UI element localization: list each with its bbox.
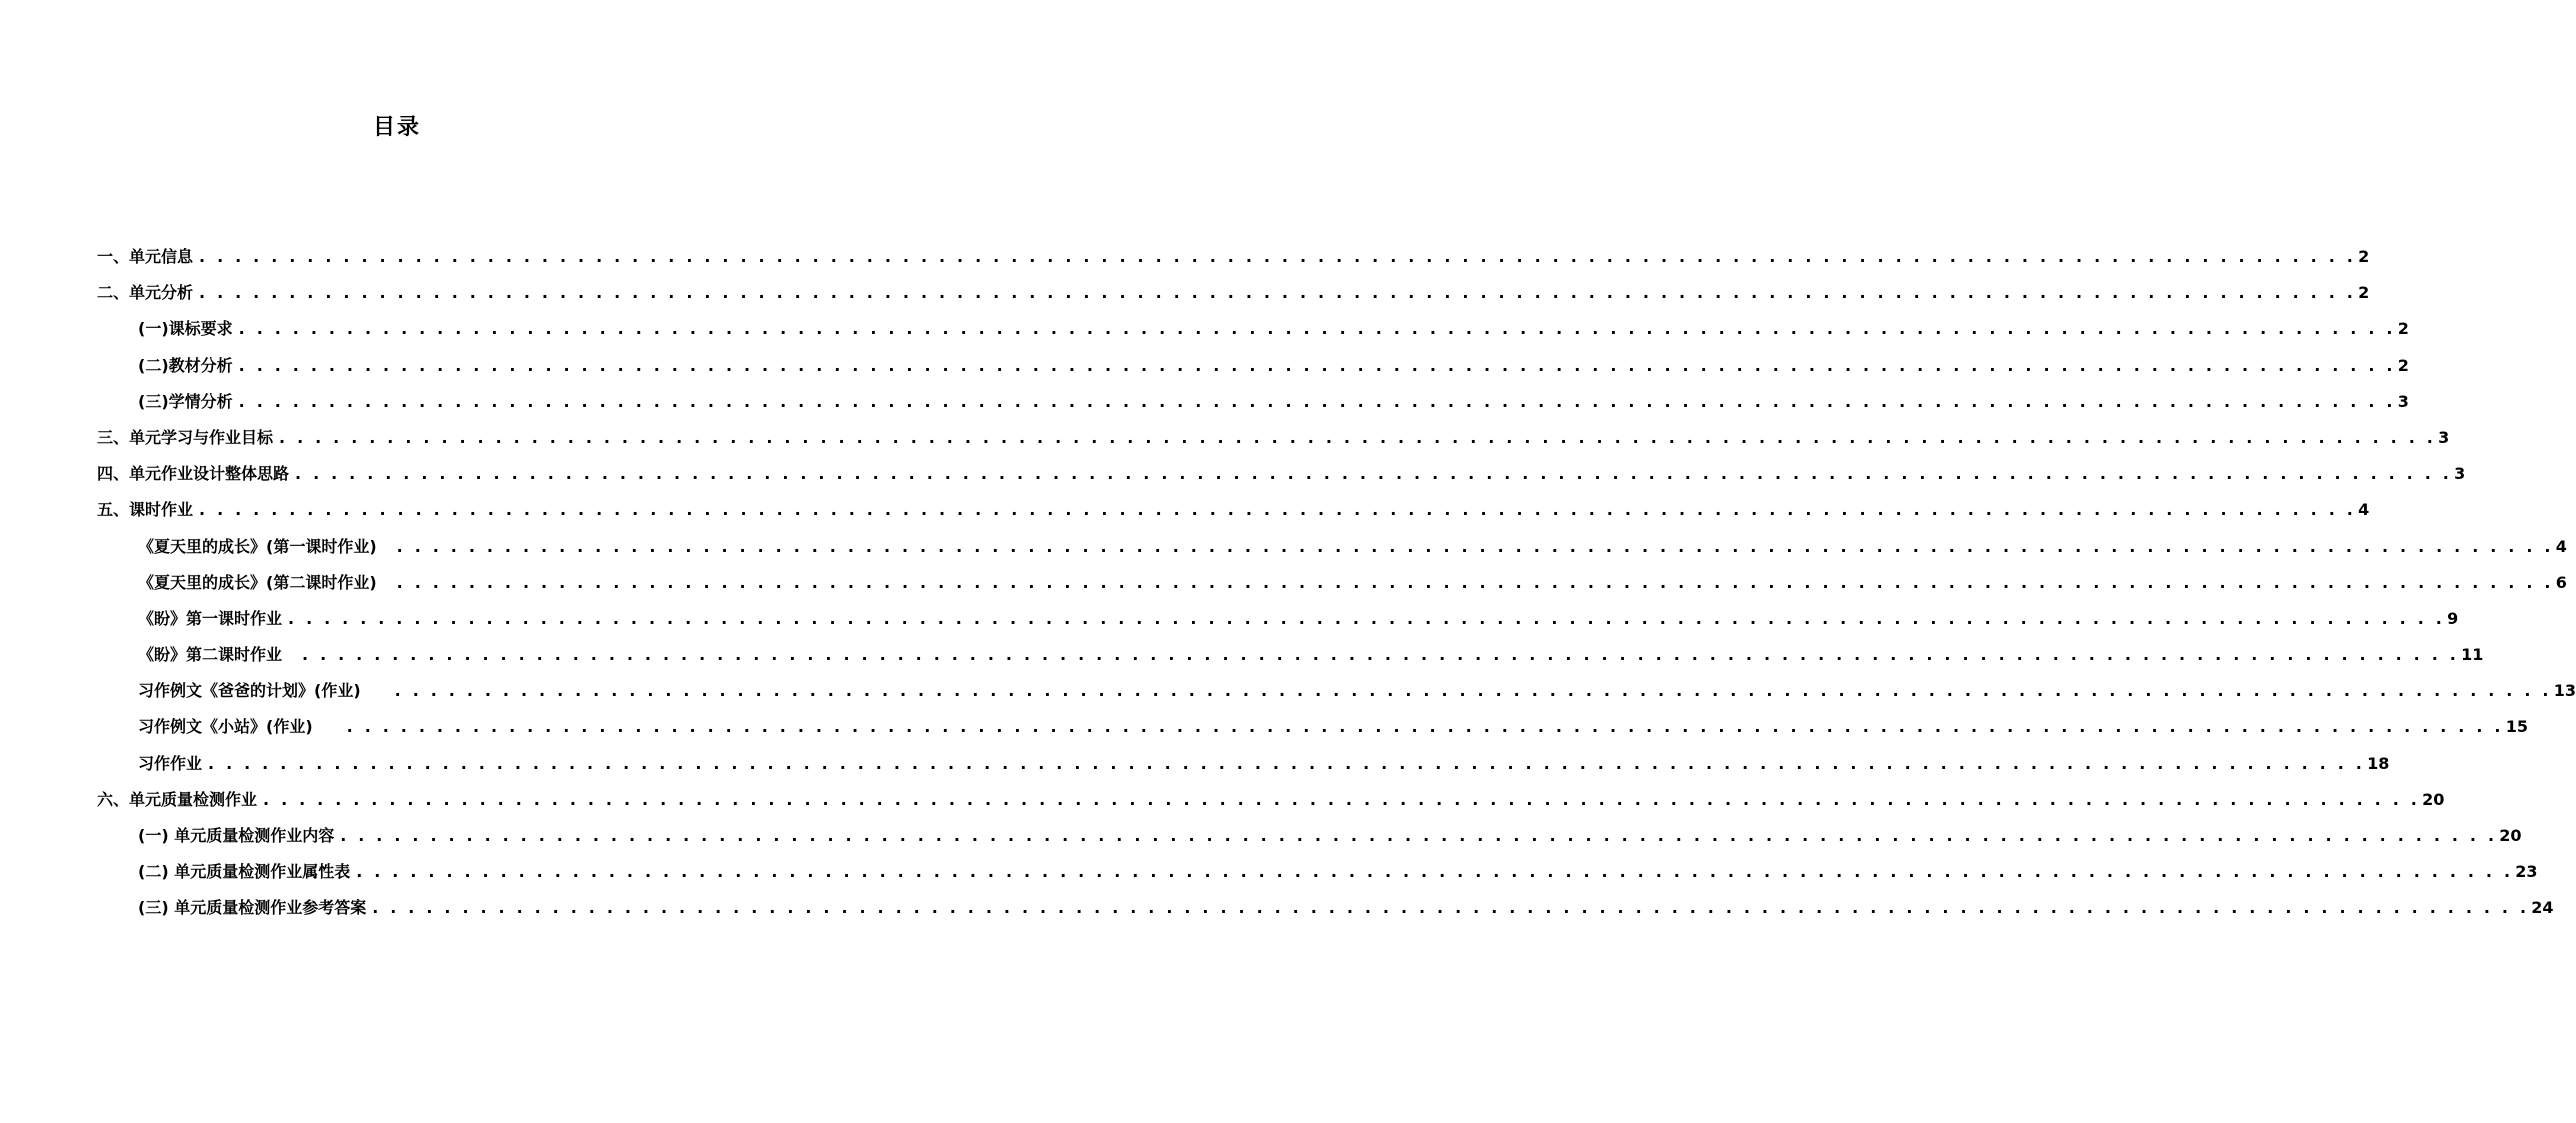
toc-entry-page-number: 4	[2555, 536, 2567, 556]
toc-entry[interactable]	[97, 606, 2459, 642]
toc-entry[interactable]	[97, 895, 2554, 931]
toc-entry-label: 一、单元信息	[97, 247, 194, 266]
toc-dot-leader: . . . . . . . . . . . . . . . . . . . . . . . . . . . . . . . . . . . . . . . . . . . . . . . . . . . . . . . . . . . . . . . . . . . . . . . . . . . . . . . . . . . . . . . . . . . . . . . . . . . . . . . . . . . . . . . . . . . . . . . .	[199, 283, 2357, 303]
toc-dot-leader: . . . . . . . . . . . . . . . . . . . . . . . . . . . . . . . . . . . . . . . . . . . . . . . . . . . . . . . . . . . . . . . . . . . . . . . . . . . . . . . . . . . . . . . . . . . . . . . . . . . . . . . . . . . . . . . . . . . . . . . .	[295, 464, 2453, 484]
toc-dot-leader: . . . . . . . . . . . . . . . . . . . . . . . . . . . . . . . . . . . . . . . . . . . . . . . . . . . . . . . . . . . . . . . . . . . . . . . . . . . . . . . . . . . . . . . . . . . . . . . . . . . . . . . . . . . . . . . . . . . . . . . .	[356, 862, 2514, 882]
toc-entry-page-number: 2	[2358, 247, 2370, 266]
toc-entry[interactable]	[97, 244, 2370, 280]
toc-entry[interactable]	[97, 534, 2567, 570]
toc-entry-label: 《夏天里的成长》(第一课时作业)	[138, 536, 377, 556]
toc-entry-label: 习作例文《爸爸的计划》(作业)	[138, 681, 361, 701]
toc-dot-leader: . . . . . . . . . . . . . . . . . . . . . . . . . . . . . . . . . . . . . . . . . . . . . . . . . . . . . . . . . . . . . . . . . . . . . . . . . . . . . . . . . . . . . . . . . . . . . . . . . . . . . . . . . . . . . . . . . . . . . . . .	[396, 536, 2554, 556]
toc-dot-leader: . . . . . . . . . . . . . . . . . . . . . . . . . . . . . . . . . . . . . . . . . . . . . . . . . . . . . . . . . . . . . . . . . . . . . . . . . . . . . . . . . . . . . . . . . . . . . . . . . . . . . . . . . . . . . . . . . . . . . . . .	[263, 789, 2421, 809]
toc-dot-leader: . . . . . . . . . . . . . . . . . . . . . . . . . . . . . . . . . . . . . . . . . . . . . . . . . . . . . . . . . . . . . . . . . . . . . . . . . . . . . . . . . . . . . . . . . . . . . . . . . . . . . . . . . . . . . . . . . . . . . . . .	[288, 608, 2446, 628]
toc-entry-page-number: 2	[2397, 319, 2409, 339]
toc-entry-label: 六、单元质量检测作业	[97, 789, 258, 809]
toc-entry-page-number: 9	[2447, 608, 2459, 628]
toc-entry-label: (二)教材分析	[138, 355, 233, 375]
toc-entry-label: (二) 单元质量检测作业属性表	[138, 862, 351, 882]
toc-dot-leader: . . . . . . . . . . . . . . . . . . . . . . . . . . . . . . . . . . . . . . . . . . . . . . . . . . . . . . . . . . . . . . . . . . . . . . . . . . . . . . . . . . . . . . . . . . . . . . . . . . . . . . . . . . . . . . . . . . . . . . . .	[340, 826, 2498, 845]
toc-entry-page-number: 23	[2515, 862, 2538, 882]
toc-entry-label: 《盼》第一课时作业	[138, 608, 283, 628]
toc-entry[interactable]	[97, 425, 2450, 461]
toc-entry-page-number: 18	[2367, 753, 2390, 773]
toc-entry[interactable]	[97, 280, 2370, 316]
toc-dot-leader: . . . . . . . . . . . . . . . . . . . . . . . . . . . . . . . . . . . . . . . . . . . . . . . . . . . . . . . . . . . . . . . . . . . . . . . . . . . . . . . . . . . . . . . . . . . . . . . . . . . . . . . . . . . . . . . . . . . . . . . .	[208, 753, 2366, 773]
toc-entry-label: (三)学情分析	[138, 391, 233, 411]
toc-entry[interactable]	[97, 714, 2528, 750]
toc-entry[interactable]	[97, 787, 2445, 823]
toc-entry-label: 二、单元分析	[97, 283, 194, 303]
toc-dot-leader: . . . . . . . . . . . . . . . . . . . . . . . . . . . . . . . . . . . . . . . . . . . . . . . . . . . . . . . . . . . . . . . . . . . . . . . . . . . . . . . . . . . . . . . . . . . . . . . . . . . . . . . . . . . . . . . . . . . . . . . .	[238, 391, 2396, 411]
toc-entry[interactable]	[97, 461, 2466, 497]
toc-dot-leader: . . . . . . . . . . . . . . . . . . . . . . . . . . . . . . . . . . . . . . . . . . . . . . . . . . . . . . . . . . . . . . . . . . . . . . . . . . . . . . . . . . . . . . . . . . . . . . . . . . . . . . . . . . . . . . . . . . . . . . . .	[302, 645, 2460, 665]
toc-entry[interactable]	[97, 751, 2390, 787]
toc-dot-leader: . . . . . . . . . . . . . . . . . . . . . . . . . . . . . . . . . . . . . . . . . . . . . . . . . . . . . . . . . . . . . . . . . . . . . . . . . . . . . . . . . . . . . . . . . . . . . . . . . . . . . . . . . . . . . . . . . . . . . . . .	[372, 898, 2530, 918]
toc-title: 目录	[372, 115, 421, 140]
toc-entry-page-number: 2	[2397, 355, 2409, 375]
toc-entry[interactable]	[97, 353, 2409, 389]
toc-dot-leader: . . . . . . . . . . . . . . . . . . . . . . . . . . . . . . . . . . . . . . . . . . . . . . . . . . . . . . . . . . . . . . . . . . . . . . . . . . . . . . . . . . . . . . . . . . . . . . . . . . . . . . . . . . . . . . . . . . . . . . . .	[279, 427, 2437, 447]
toc-entry-page-number: 3	[2454, 464, 2466, 484]
toc-entry-page-number: 24	[2531, 898, 2554, 918]
toc-dot-leader: . . . . . . . . . . . . . . . . . . . . . . . . . . . . . . . . . . . . . . . . . . . . . . . . . . . . . . . . . . . . . . . . . . . . . . . . . . . . . . . . . . . . . . . . . . . . . . . . . . . . . . . . . . . . . . . . . . . . . . . .	[396, 572, 2554, 592]
toc-entry-page-number: 15	[2505, 717, 2528, 737]
toc-entry-label: 三、单元学习与作业目标	[97, 427, 274, 447]
toc-dot-leader: . . . . . . . . . . . . . . . . . . . . . . . . . . . . . . . . . . . . . . . . . . . . . . . . . . . . . . . . . . . . . . . . . . . . . . . . . . . . . . . . . . . . . . . . . . . . . . . . . . . . . . . . . . . . . . . . . . . . . . . .	[238, 355, 2396, 375]
toc-entry-label: 习作作业	[138, 753, 203, 773]
toc-entry-label: (一) 单元质量检测作业内容	[138, 826, 335, 845]
toc-entry[interactable]	[97, 570, 2567, 606]
table-of-contents	[97, 244, 2576, 932]
toc-entry[interactable]	[97, 823, 2522, 859]
toc-entry-label: (一)课标要求	[138, 319, 233, 339]
toc-entry[interactable]	[97, 642, 2484, 678]
toc-entry-page-number: 6	[2555, 572, 2567, 592]
toc-entry-page-number: 2	[2358, 283, 2370, 303]
toc-entry[interactable]	[97, 389, 2409, 425]
toc-entry-page-number: 3	[2397, 391, 2409, 411]
toc-entry-page-number: 4	[2358, 500, 2370, 520]
toc-dot-leader: . . . . . . . . . . . . . . . . . . . . . . . . . . . . . . . . . . . . . . . . . . . . . . . . . . . . . . . . . . . . . . . . . . . . . . . . . . . . . . . . . . . . . . . . . . . . . . . . . . . . . . . . . . . . . . . . . . . . . . . .	[394, 681, 2552, 701]
toc-entry-label: 《夏天里的成长》(第二课时作业)	[138, 572, 377, 592]
toc-entry-page-number: 13	[2553, 681, 2576, 701]
toc-entry[interactable]	[97, 859, 2538, 895]
toc-entry-label: 四、单元作业设计整体思路	[97, 464, 290, 484]
toc-entry[interactable]	[97, 316, 2409, 352]
toc-dot-leader: . . . . . . . . . . . . . . . . . . . . . . . . . . . . . . . . . . . . . . . . . . . . . . . . . . . . . . . . . . . . . . . . . . . . . . . . . . . . . . . . . . . . . . . . . . . . . . . . . . . . . . . . . . . . . . . . . . . . . . . .	[346, 717, 2504, 737]
toc-entry-label: 《盼》第二课时作业	[138, 645, 283, 665]
toc-entry-label: 五、课时作业	[97, 500, 194, 520]
toc-entry-page-number: 20	[2422, 789, 2445, 809]
toc-entry-label: 习作例文《小站》(作业)	[138, 717, 313, 737]
toc-entry[interactable]	[97, 678, 2576, 714]
toc-entry-page-number: 20	[2499, 826, 2522, 845]
toc-dot-leader: . . . . . . . . . . . . . . . . . . . . . . . . . . . . . . . . . . . . . . . . . . . . . . . . . . . . . . . . . . . . . . . . . . . . . . . . . . . . . . . . . . . . . . . . . . . . . . . . . . . . . . . . . . . . . . . . . . . . . . . .	[238, 319, 2396, 339]
toc-entry-page-number: 3	[2438, 427, 2450, 447]
toc-entry-page-number: 11	[2461, 645, 2484, 665]
toc-dot-leader: . . . . . . . . . . . . . . . . . . . . . . . . . . . . . . . . . . . . . . . . . . . . . . . . . . . . . . . . . . . . . . . . . . . . . . . . . . . . . . . . . . . . . . . . . . . . . . . . . . . . . . . . . . . . . . . . . . . . . . . .	[199, 247, 2357, 266]
toc-entry[interactable]	[97, 497, 2370, 533]
toc-entry-label: (三) 单元质量检测作业参考答案	[138, 898, 367, 918]
toc-dot-leader: . . . . . . . . . . . . . . . . . . . . . . . . . . . . . . . . . . . . . . . . . . . . . . . . . . . . . . . . . . . . . . . . . . . . . . . . . . . . . . . . . . . . . . . . . . . . . . . . . . . . . . . . . . . . . . . . . . . . . . . .	[199, 500, 2357, 520]
